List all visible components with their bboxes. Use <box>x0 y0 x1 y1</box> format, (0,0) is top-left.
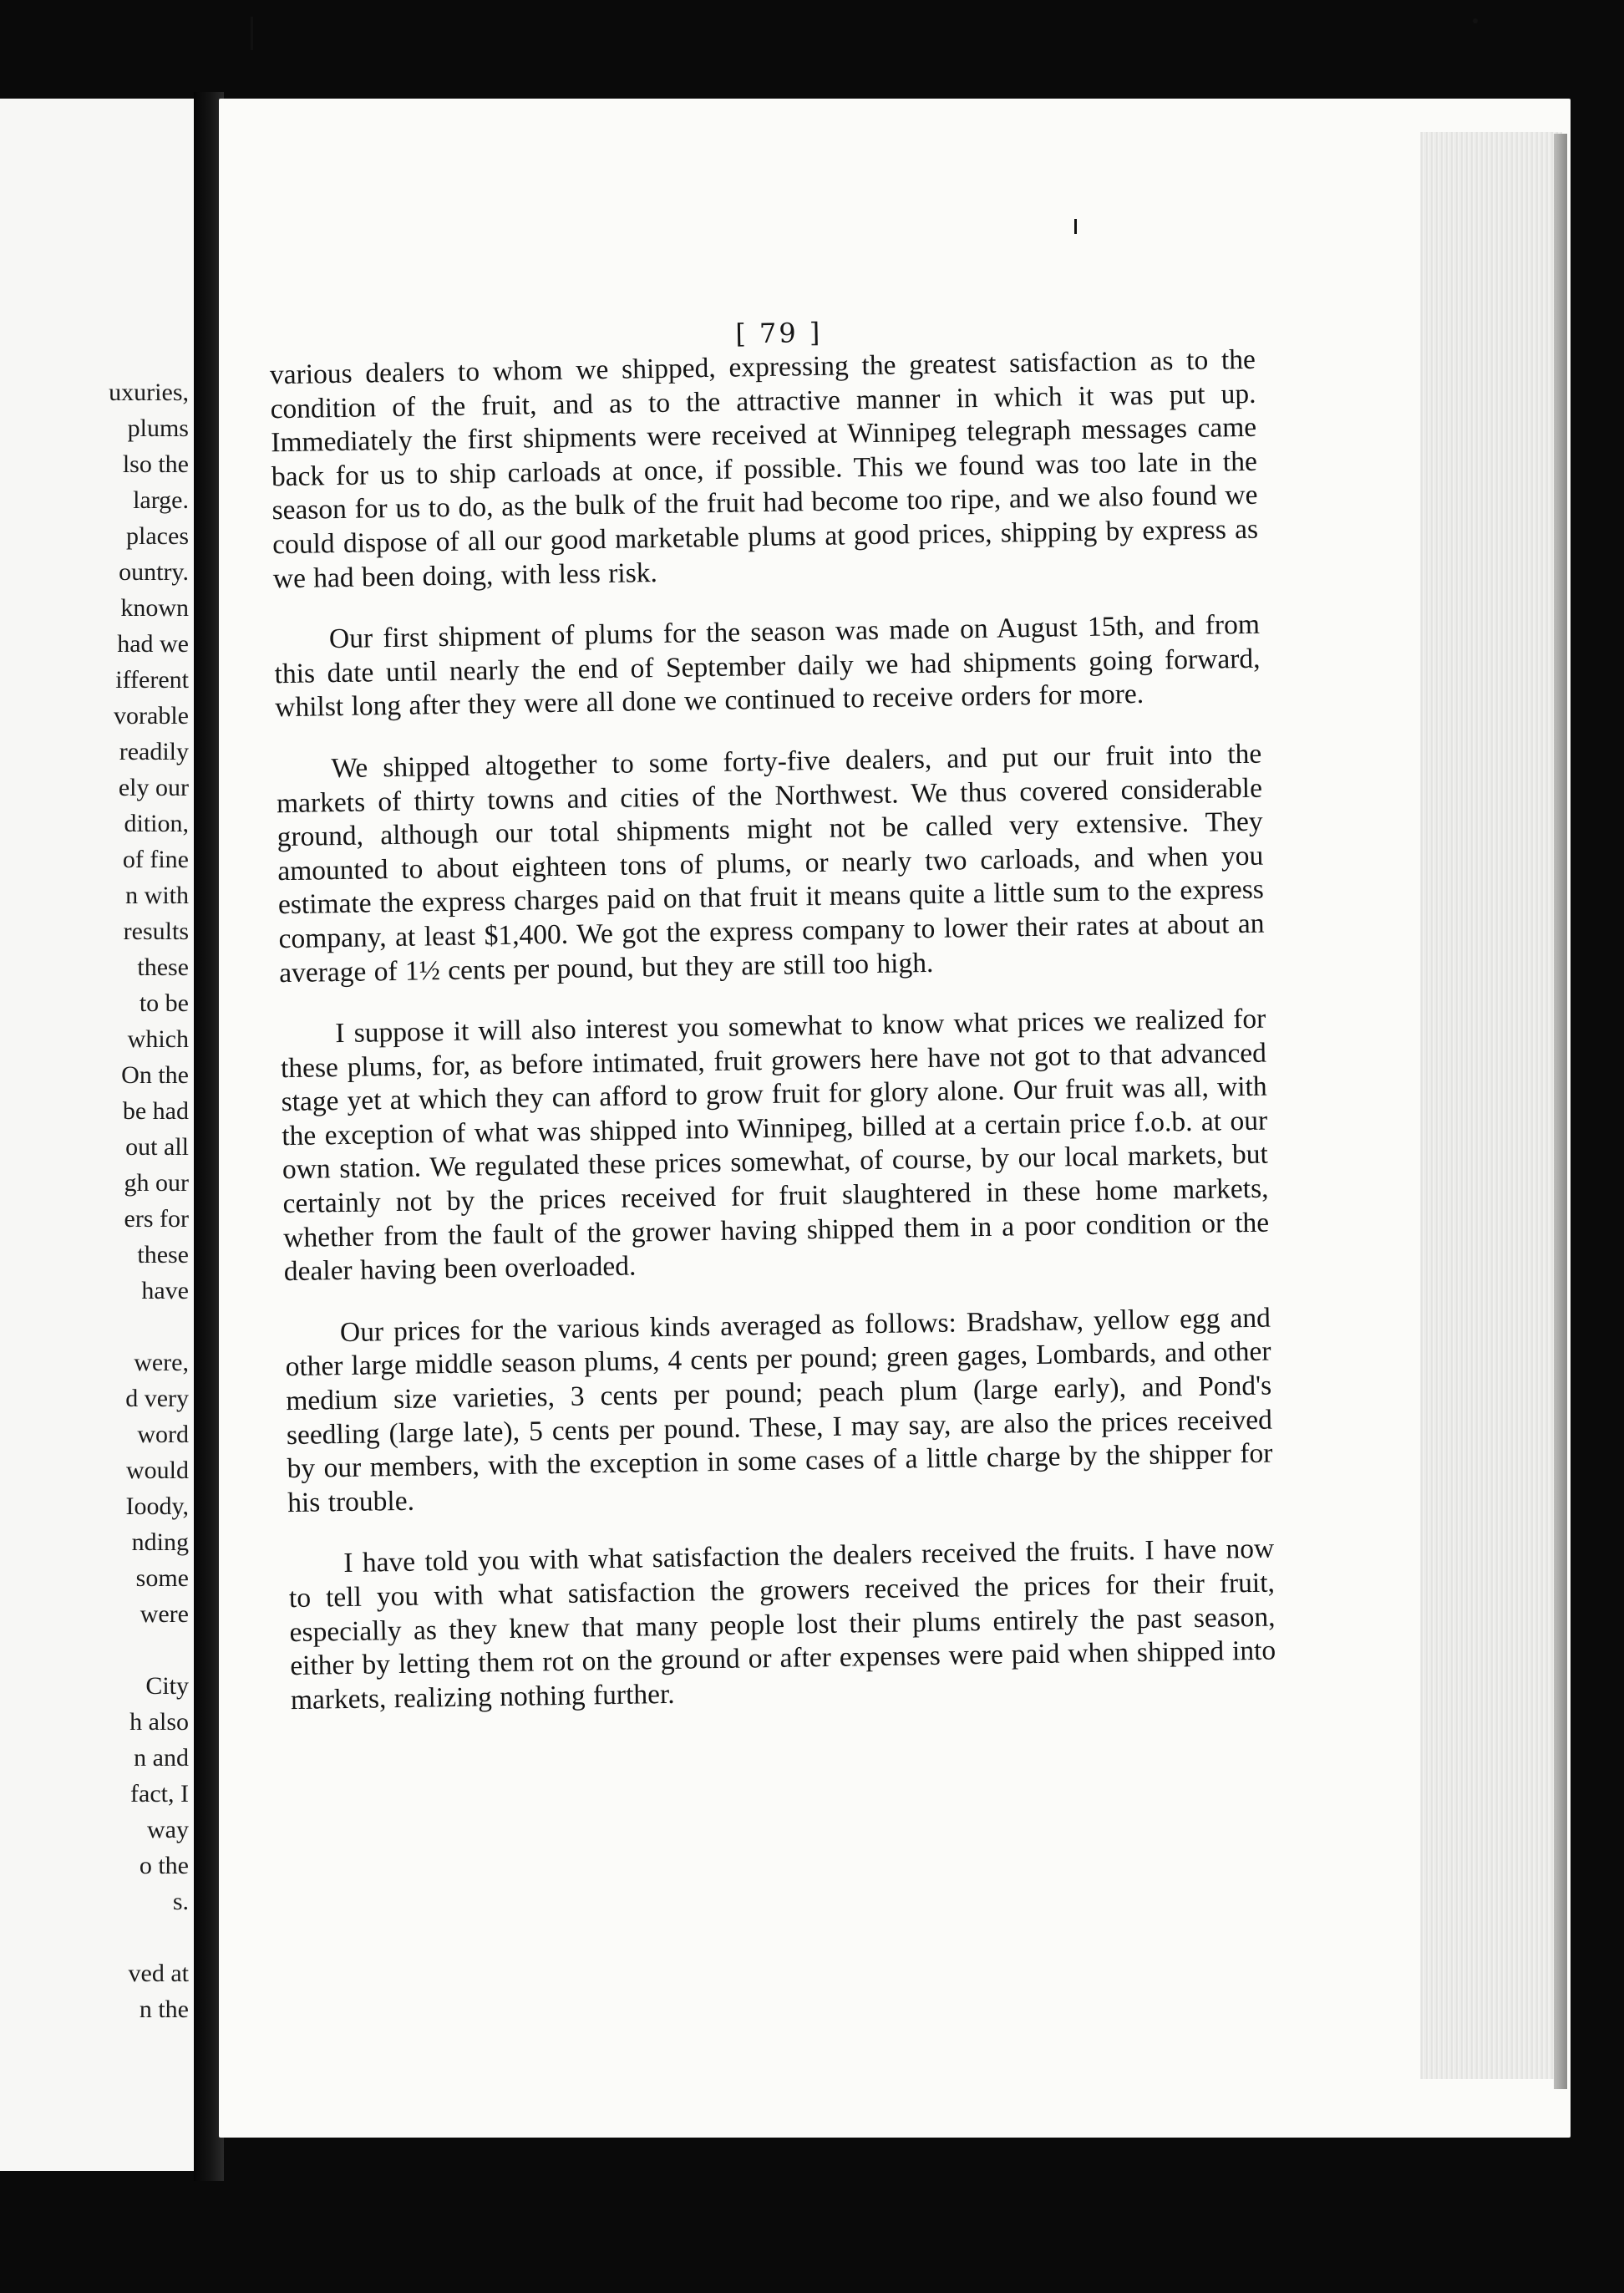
facing-page-line: h also <box>129 1708 189 1736</box>
facing-page-text <box>0 374 189 2027</box>
page-edges <box>1420 132 1562 2079</box>
facing-page-line: On the <box>121 1061 189 1089</box>
facing-page-line: which <box>127 1025 189 1053</box>
facing-page-line: of fine <box>122 846 189 873</box>
facing-page-line <box>0 1919 189 1955</box>
facing-page-line: word <box>137 1421 189 1448</box>
facing-page-line: these <box>137 953 189 981</box>
facing-page-line: o the <box>139 1852 189 1879</box>
facing-page-line: fact, I <box>130 1780 189 1807</box>
facing-page-line: gh our <box>124 1169 189 1197</box>
scan-speck <box>1473 18 1478 23</box>
scan-speck <box>1074 219 1077 234</box>
facing-page-line: City <box>145 1672 189 1700</box>
facing-page-line: large. <box>133 486 189 514</box>
facing-page-line: out all <box>125 1133 189 1161</box>
facing-page-line: nding <box>131 1528 189 1556</box>
facing-page-line: have <box>141 1277 189 1304</box>
facing-page-line: ved at <box>128 1960 189 1987</box>
facing-page-line: n with <box>125 882 189 909</box>
page-body <box>269 310 1277 1746</box>
facing-page-line: were <box>140 1600 189 1628</box>
facing-page-line: places <box>126 522 189 550</box>
facing-page-line: had we <box>117 630 189 658</box>
paragraph: I suppose it will also interest you somewhat to know what prices we realized for these plums, for, as before intimated, fruit growers here have not got to that advanced stage yet at which they can afford to grow fruit for glory alone. Our fruit was all, with the exception of what was shipped into Winnipeg, billed at a certain price f.o.b. at our own station. We regulated these prices somewhat, of course, by our local markets, but certainly not by the prices received for fruit slaughtered in these home markets, whether from the fault of the grower having shipped them in a poor condition or the dealer having been overloaded. <box>280 1003 1270 1288</box>
facing-page-line: ely our <box>118 774 189 801</box>
facing-page-line: vorable <box>114 702 189 730</box>
facing-page-line: n the <box>139 1996 189 2023</box>
facing-page-line <box>0 1632 189 1668</box>
facing-page-line: known <box>120 594 189 622</box>
paragraph: Our prices for the various kinds averaged as follows: Bradshaw, yellow egg and other large middle season plums, 4 cents per pound; green gages, Lombards, and other medium size varieties, 3 cents per pound; peach plum (large early), and Pond's seedling (large late), 5 cents per pound. These, I may say, are also the prices received by our members, with the exception in some cases of a little charge by the shipper for his trouble. <box>285 1302 1273 1518</box>
facing-page-line: ifferent <box>115 666 189 694</box>
facing-page-line: ers for <box>124 1205 189 1233</box>
facing-page-line: be had <box>122 1097 189 1125</box>
facing-page-line <box>0 1309 189 1345</box>
facing-page-line: d very <box>125 1385 189 1412</box>
facing-page-line: s. <box>172 1888 189 1915</box>
facing-page <box>0 99 200 2171</box>
facing-page-line: lso the <box>122 450 189 478</box>
facing-page-line: n and <box>134 1744 189 1772</box>
facing-page-line: way <box>147 1816 189 1843</box>
facing-page-line: uxuries, <box>109 379 189 406</box>
facing-page-line: these <box>137 1241 189 1269</box>
page-edge-shadow <box>1554 134 1567 2089</box>
scan-speck <box>251 17 253 50</box>
facing-page-line: to be <box>139 989 189 1017</box>
facing-page-line: Ioody, <box>125 1492 189 1520</box>
paragraph: Our first shipment of plums for the season was made on August 15th, and from this date until nearly the end of September daily we had shipments going forward, whilst long after they were all done we continued to receive orders for more. <box>274 608 1261 724</box>
page-number: [ 79 ] <box>734 316 823 350</box>
facing-page-line: readily <box>119 738 189 765</box>
facing-page-line: ountry. <box>119 558 189 586</box>
paragraph: I have told you with what satisfaction the dealers received the fruits. I have now to tell you with what satisfaction the growers received the prices for their fruit, especially as they knew that many people lost their plums entirely the past season, either by letting them rot on the ground or after expenses were paid when shipped into markets, realizing nothing further. <box>288 1533 1276 1716</box>
facing-page-line: would <box>126 1457 189 1484</box>
facing-page-line: were, <box>134 1349 189 1376</box>
paragraph: various dealers to whom we shipped, expressing the greatest satisfaction as to the condition of the fruit, and as to the attractive manner in which it was put up. Immediately the first shipments were received at Winnipeg telegraph messages came back for us to ship carloads at once, if possible. This we found was too late in the season for us to do, as the bulk of the fruit had become too ripe, and we also found we could dispose of all our good marketable plums at good prices, shipping by express as we had been doing, with less risk. <box>269 343 1259 594</box>
facing-page-line: dition, <box>124 810 189 837</box>
facing-page-line: some <box>135 1564 189 1592</box>
paragraph: We shipped altogether to some forty-five dealers, and put our fruit into the markets of thirty towns and cities of the Northwest. We thus covered considerable ground, although our total shipments might not be called very extensive. They amounted to about eighteen tons of plums, or nearly two carloads, and when you estimate the express charges paid on that fruit it means quite a little sum to the express company, at least $1,400. We got the express company to lower their rates at about an average of 1½ cents per pound, but they are still too high. <box>276 738 1265 989</box>
facing-page-line: results <box>123 918 189 945</box>
facing-page-line: plums <box>127 414 189 442</box>
